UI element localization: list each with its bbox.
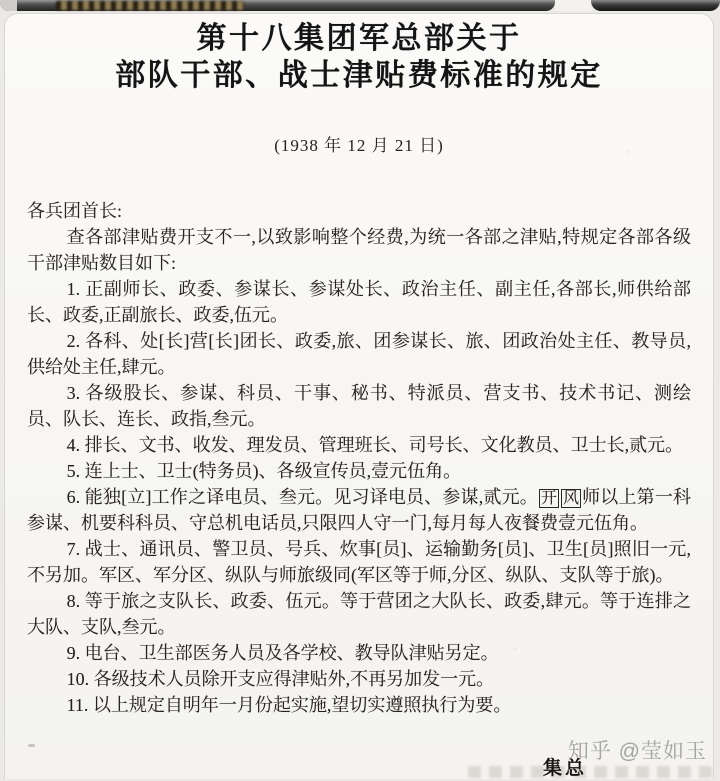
document-page xyxy=(4,13,714,779)
regulation-item-4: 4. 排长、文书、收发、理发员、管理班长、司号长、文化教员、卫士长,贰元。 xyxy=(66,435,684,455)
previous-image-gap xyxy=(555,0,591,11)
previous-image-dark-band-right xyxy=(591,0,720,11)
previous-image-blurry-caption xyxy=(56,1,244,10)
regulation-item-5: 5. 连上士、卫士(特务员)、各级宣传员,壹元伍角。 xyxy=(66,461,462,481)
intro-paragraph: 查各部津贴费开支不一,以致影响整个经费,为统一各部之津贴,特规定各部各级干部津贴数目如下: xyxy=(27,227,691,273)
archive-stamp-text: 集总 xyxy=(543,758,588,779)
regulation-item-6 xyxy=(27,484,691,536)
document-title-line2: 部队干部、战士津贴费标准的规定 xyxy=(115,59,603,92)
regulation-item-2: 2. 各科、处[长]营[长]团长、政委,旅、团参谋长、旅、团政治处主任、教导员,供给处主任,肆元。 xyxy=(27,331,691,377)
regulation-item-7: 7. 战士、通讯员、警卫员、号兵、炊事[员]、运输勤务[员]、卫生[员]照旧一元,不另加。军区、军分区、纵队与师旅级同(军区等于师,分区、纵队、支队等于旅)。 xyxy=(27,539,691,585)
item6-text-before: 6. 能独[立]工作之译电员、叁元。见习译电员、参谋,贰元。 xyxy=(66,487,538,507)
previous-image-light-corner xyxy=(0,0,17,11)
salutation: 各兵团首长: xyxy=(27,201,123,221)
regulation-item-3: 3. 各级股长、参谋、科员、干事、秘书、特派员、营支书、技术书记、测绘员、队长、连长、政指,叁元。 xyxy=(27,383,691,429)
document-body xyxy=(27,198,691,718)
item6-text-after: 师以上第一科参谋、机要科科员、守总机电话员,只限四人守一门,每月每人夜餐费壹元伍角。 xyxy=(27,487,691,533)
document-title xyxy=(27,20,691,94)
regulation-item-9: 9. 电台、卫生部医务人员及各学校、教导队津贴另定。 xyxy=(66,643,499,663)
scan-speck-artifact xyxy=(28,744,35,747)
regulation-item-8: 8. 等于旅之支队长、政委、伍元。等于营团之大队长、政委,肆元。等于连排之大队、支队,叁元。 xyxy=(27,591,691,637)
previous-image-edge xyxy=(0,0,720,11)
document-date: (1938 年 12 月 21 日) xyxy=(274,136,444,155)
regulation-item-11: 11. 以上规定自明年一月份起实施,望切实遵照执行为要。 xyxy=(66,695,512,715)
item6-boxed-char-2: 风 xyxy=(562,490,579,507)
regulation-item-10: 10. 各级技术人员除开支应得津贴外,不再另加发一元。 xyxy=(66,669,495,689)
faint-print-artifact xyxy=(468,766,712,778)
item6-boxed-char-1: 开 xyxy=(540,490,557,507)
document-title-line1: 第十八集团军总部关于 xyxy=(196,22,522,55)
zhihu-watermark: 知乎 @莹如玉 xyxy=(567,740,707,763)
regulation-item-1: 1. 正副师长、政委、参谋长、参谋处长、政治主任、副主任,各部长,师供给部长、政委,正副旅长、政委,伍元。 xyxy=(27,279,691,325)
